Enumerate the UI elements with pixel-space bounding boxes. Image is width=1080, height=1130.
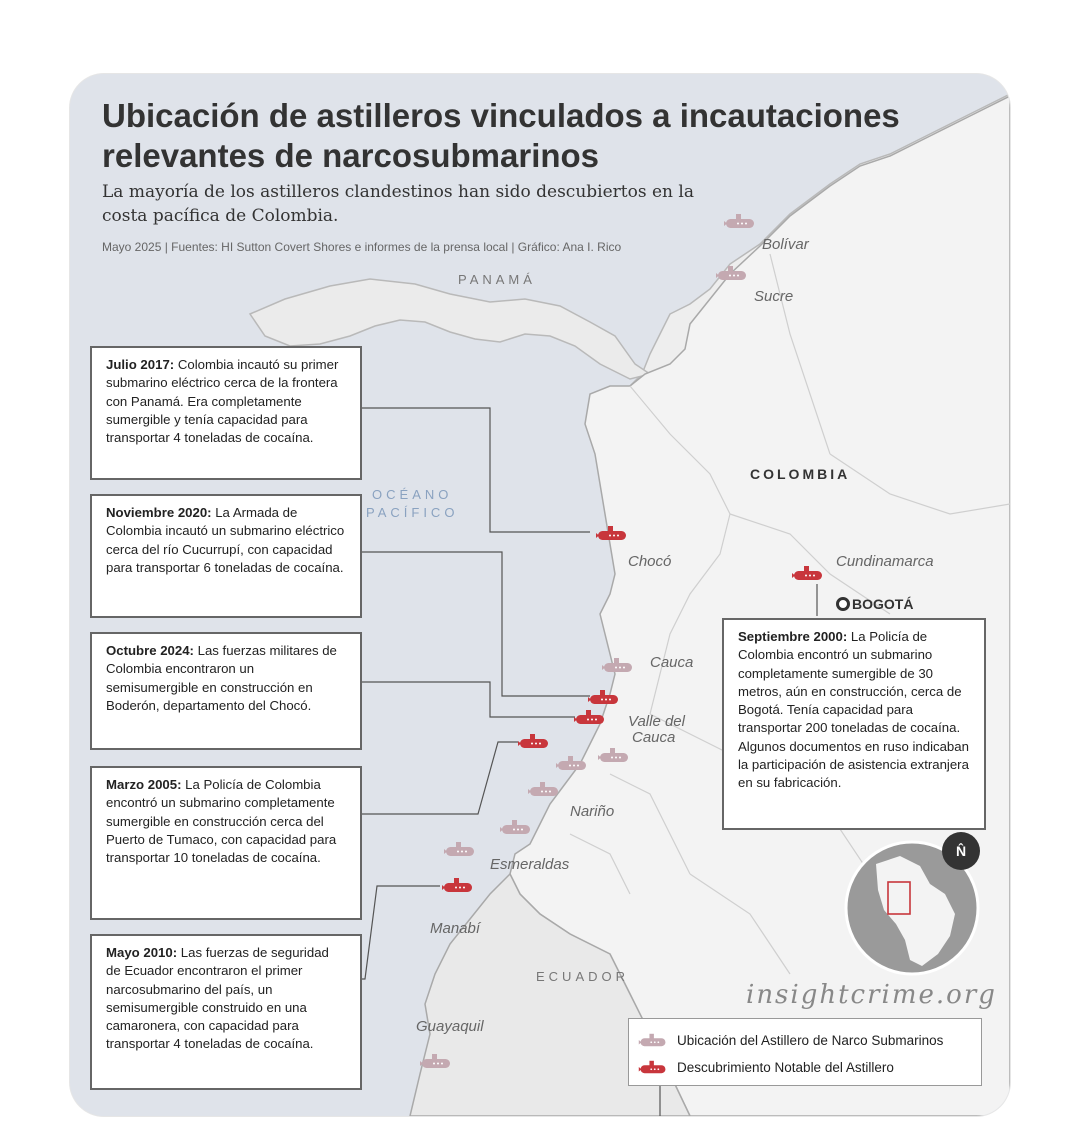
map-title: Ubicación de astilleros vinculados a incautaciones relevantes de narcosubmarinos bbox=[102, 97, 900, 174]
notable-submarine-icon[interactable] bbox=[594, 524, 630, 542]
legend-label-shipyard: Ubicación del Astillero de Narco Submarinos bbox=[677, 1032, 944, 1048]
region-label-bolivar: Bolívar bbox=[762, 236, 809, 253]
annotation-date: Marzo 2005: bbox=[106, 777, 182, 792]
annotation-november-2020 bbox=[90, 494, 362, 618]
notable-submarine-icon[interactable] bbox=[516, 732, 552, 750]
map-card bbox=[70, 74, 1010, 1116]
country-label-colombia: COLOMBIA bbox=[750, 466, 851, 482]
shipyard-submarine-icon[interactable] bbox=[418, 1052, 454, 1070]
region-label-cundinamarca: Cundinamarca bbox=[836, 553, 934, 570]
shipyard-submarine-icon bbox=[637, 1032, 669, 1048]
notable-submarine-icon[interactable] bbox=[440, 876, 476, 894]
region-label-manabi: Manabí bbox=[430, 920, 481, 937]
notable-submarine-icon[interactable] bbox=[586, 688, 622, 706]
annotation-march-2005 bbox=[90, 766, 362, 920]
shipyard-submarine-icon[interactable] bbox=[714, 264, 750, 282]
annotation-text: La Policía de Colombia encontró un submarino completamente sumergible en construcción cerca del Puerto de Tumaco, con capacidad para transportar 10 toneladas de cocaína. bbox=[106, 777, 337, 866]
shipyard-submarine-icon[interactable] bbox=[596, 746, 632, 764]
shipyard-submarine-icon[interactable] bbox=[442, 840, 478, 858]
country-label-panama: PANAMÁ bbox=[458, 272, 536, 287]
annotation-text: La Policía de Colombia encontró un submarino completamente sumergible de 30 metros, aún en construcción, cerca de Bogotá. Tenía capacidad para transportar 200 toneladas de cocaína. Algunos documentos en ruso indicaban la participación de asistencia extranjera en su fabricación. bbox=[738, 629, 969, 791]
legend bbox=[628, 1018, 982, 1086]
legend-item-shipyard bbox=[637, 1032, 943, 1048]
legend-label-notable: Descubrimiento Notable del Astillero bbox=[677, 1059, 894, 1075]
annotation-date: Noviembre 2020: bbox=[106, 505, 212, 520]
annotation-text: La Armada de Colombia incautó un submarino eléctrico cerca del río Cucurrupí, con capacidad para transportar 6 toneladas de cocaína. bbox=[106, 505, 345, 575]
region-label-valle-line2: Cauca bbox=[632, 729, 676, 746]
shipyard-submarine-icon[interactable] bbox=[526, 780, 562, 798]
source-line: Mayo 2025 | Fuentes: HI Sutton Covert Shores e informes de la prensa local | Gráfico: Ana I. Rico bbox=[102, 240, 622, 254]
annotation-date: Octubre 2024: bbox=[106, 643, 194, 658]
region-label-sucre: Sucre bbox=[754, 288, 794, 305]
annotation-october-2024 bbox=[90, 632, 362, 750]
city-label-bogota: BOGOTÁ bbox=[852, 596, 914, 612]
annotation-date: Julio 2017: bbox=[106, 357, 175, 372]
map-subtitle: La mayoría de los astilleros clandestinos han sido descubiertos en la costa pacífica de Colombia. bbox=[102, 182, 694, 226]
region-label-cauca: Cauca bbox=[650, 654, 694, 671]
notable-submarine-icon[interactable] bbox=[572, 708, 608, 726]
region-label-narino: Nariño bbox=[570, 803, 615, 820]
region-label-choco: Chocó bbox=[628, 553, 672, 570]
shipyard-submarine-icon[interactable] bbox=[498, 818, 534, 836]
notable-submarine-icon bbox=[637, 1059, 669, 1075]
region-label-valle-line1: Valle del bbox=[628, 713, 685, 730]
annotation-date: Septiembre 2000: bbox=[738, 629, 848, 644]
region-label-esmeraldas: Esmeraldas bbox=[490, 856, 570, 873]
ocean-label-line1: OCÉANO bbox=[372, 487, 453, 502]
shipyard-submarine-icon[interactable] bbox=[722, 212, 758, 230]
legend-item-notable bbox=[637, 1059, 894, 1075]
annotation-text: Colombia incautó su primer submarino eléctrico cerca de la frontera con Panamá. Era completamente sumergible y tenía capacidad para transportar 4 toneladas de cocaína. bbox=[106, 357, 339, 446]
north-arrow-icon: N̂ bbox=[942, 832, 980, 870]
annotation-may-2010 bbox=[90, 934, 362, 1090]
ocean-label-line2: PACÍFICO bbox=[366, 505, 459, 520]
annotation-text: Las fuerzas de seguridad de Ecuador encontraron el primer narcosubmarino del país, un semisumergible construido en una camaronera, con capacidad para transportar 4 toneladas de cocaína. bbox=[106, 945, 329, 1052]
watermark: insightcrime.org bbox=[746, 980, 997, 1010]
ocean-label bbox=[366, 486, 458, 522]
annotation-july-2017 bbox=[90, 346, 362, 480]
city-marker-bogota bbox=[836, 597, 850, 611]
shipyard-submarine-icon[interactable] bbox=[600, 656, 636, 674]
notable-submarine-icon[interactable] bbox=[790, 564, 826, 582]
region-label-valle bbox=[628, 714, 685, 746]
region-label-guayaquil: Guayaquil bbox=[416, 1018, 484, 1035]
country-label-ecuador: ECUADOR bbox=[536, 969, 630, 984]
shipyard-submarine-icon[interactable] bbox=[554, 754, 590, 772]
annotation-september-2000 bbox=[722, 618, 986, 830]
annotation-text: Las fuerzas militares de Colombia encontraron un semisumergible en construcción en Boderón, departamento del Chocó. bbox=[106, 643, 337, 713]
annotation-date: Mayo 2010: bbox=[106, 945, 178, 960]
